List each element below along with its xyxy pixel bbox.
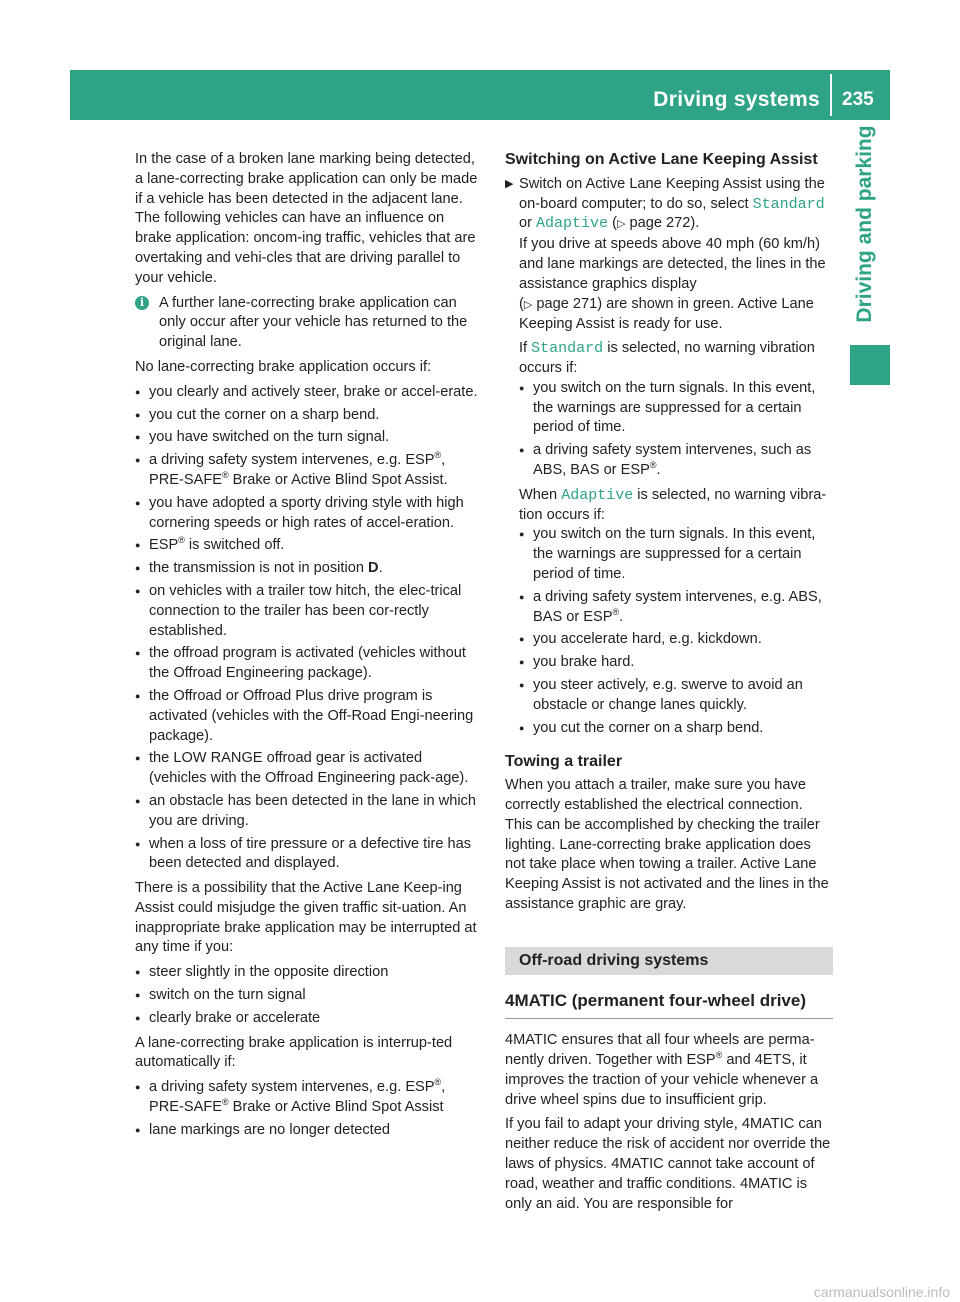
list-item: ● a driving safety system intervenes, such as ABS, BAS or ESP®. bbox=[519, 441, 833, 481]
intro-paragraph: In the case of a broken lane marking being detected, a lane-correcting brake application can only be made if a vehicle has been detected in the adjacent lane. The following vehicles can have an influence on brake application: oncom-ing traffic, vehicles that are overtaking and vehi-cles that are driving parallel to your vehicle. bbox=[135, 151, 478, 286]
header-bar bbox=[70, 70, 890, 120]
towing-paragraph: When you attach a trailer, make sure you have correctly established the electrical connection. This can be accomplished by checking the trailer lighting. Lane-correcting brake application does not take place when towing a trailer. Active Lane Keeping Assist is not activated and the lines in the assistance graphic are gray. bbox=[505, 777, 829, 912]
page-ref-271: page 271) are shown in green. Active Lane Keeping Assist is ready for use. bbox=[519, 295, 814, 333]
section-heading-4matic: 4MATIC (permanent four-wheel drive) bbox=[505, 991, 833, 1019]
display-term-adaptive: Adaptive bbox=[536, 215, 609, 233]
list-item: ● a driving safety system intervenes, e.g. ABS, BAS or ESP®. bbox=[519, 588, 833, 628]
misjudge-paragraph: There is a possibility that the Active Lane Keep-ing Assist could misjudge the given traffic sit-uation. An inappropriate brake application may be interrupted at any time if you: bbox=[135, 880, 477, 956]
info-note bbox=[135, 294, 481, 353]
list-item: ● you cut the corner on a sharp bend. bbox=[135, 406, 481, 426]
section-heading-switching-on: Switching on Active Lane Keeping Assist bbox=[505, 151, 818, 168]
standard-list bbox=[519, 379, 833, 481]
step-arrow-icon: ▶ bbox=[505, 177, 514, 190]
display-term-standard: Standard bbox=[531, 340, 604, 358]
list-item: ● you steer actively, e.g. swerve to avoid an obstacle or change lanes quickly. bbox=[519, 676, 833, 716]
list-item: ● you switch on the turn signals. In this event, the warnings are suppressed for a certain period of time. bbox=[519, 379, 833, 438]
display-term-standard: Standard bbox=[752, 195, 825, 213]
section-heading-towing: Towing a trailer bbox=[505, 753, 623, 771]
list-item: ● switch on the turn signal bbox=[135, 986, 481, 1006]
list-item: ● you switch on the turn signals. In this event, the warnings are suppressed for a certain period of time. bbox=[519, 525, 833, 584]
adaptive-list bbox=[519, 525, 833, 738]
list-item: ● you clearly and actively steer, brake or accel-erate. bbox=[135, 383, 481, 403]
watermark: carmanualsonline.info bbox=[813, 1284, 950, 1300]
page-number: 235 bbox=[842, 89, 874, 110]
4matic-paragraph-2: If you fail to adapt your driving style, 4MATIC can neither reduce the risk of accident nor override the laws of physics. 4MATIC cannot take account of road, weather and traffic conditions. 4MATIC is only an aid. You are responsible for bbox=[505, 1116, 831, 1212]
list-item: ● when a loss of tire pressure or a defective tire has been detected and displayed. bbox=[135, 835, 481, 875]
auto-interrupt-list bbox=[135, 1078, 481, 1140]
list-item: ● clearly brake or accelerate bbox=[135, 1009, 481, 1029]
page-section-title: Driving systems bbox=[653, 88, 820, 111]
list-item: ● a driving safety system intervenes, e.g. ESP®, PRE-SAFE® Brake or Active Blind Spot Assist bbox=[135, 1078, 481, 1118]
interrupt-actions-list bbox=[135, 963, 481, 1028]
list-item: ● an obstacle has been detected in the lane in which you are driving. bbox=[135, 792, 481, 832]
instruction-step: ▶ Switch on Active Lane Keeping Assist using the on-board computer; to do so, select Standard or Adaptive (▷ page 272). If you drive at speeds above 40 mph (60 km/h) and lane markings are detected, the lines in the assistance graphics display (▷ page 271) are shown in green. Active Lane Keeping Assist is ready for use. If Standard is selected, no warning vibration occurs if: ● you switch on the turn signals. In this event, the warnings are suppressed for a certain period of time. ● a driving safety system intervenes, such as ABS, BAS or ESP®. When Adaptive is selected, no warning vibra-tion occurs if: ● you switch on the turn signals. In this event, the warnings are suppressed for a certain period of time. ● a driving safety system intervenes, e.g. ABS, BAS or ESP®. ● you accelerate hard, e.g. kickdown. ● you brake hard. ● you steer actively, e.g. swerve to avoid an obstacle or change lanes quickly. ● you cut the corner on a sharp bend. bbox=[505, 175, 833, 739]
list-item: ● you have adopted a sporty driving style with high cornering speeds or high rates of accel-eration. bbox=[135, 494, 481, 534]
page-ref-arrow-icon: ▷ bbox=[523, 298, 533, 311]
list-item: ● ESP® is switched off. bbox=[135, 536, 481, 556]
list-item: ● you cut the corner on a sharp bend. bbox=[519, 719, 833, 739]
list-item: ● the Offroad or Offroad Plus drive program is activated (vehicles with the Off-Road Engi-neering package). bbox=[135, 687, 481, 746]
side-tab-label: Driving and parking bbox=[853, 125, 876, 323]
side-tab bbox=[840, 120, 890, 328]
list-item: ● you brake hard. bbox=[519, 653, 833, 673]
list-item: ● lane markings are no longer detected bbox=[135, 1121, 481, 1141]
4matic-paragraph-1: 4MATIC ensures that all four wheels are perma-nently driven. Together with ESP® and 4ETS, it improves the traction of your vehicle whenever a drive wheel spins due to insufficient grip. bbox=[505, 1032, 819, 1108]
left-column bbox=[135, 150, 481, 1146]
info-note-text: A further lane-correcting brake application can only occur after your vehicle has returned to the original lane. bbox=[159, 294, 468, 351]
page-ref-arrow-icon: ▷ bbox=[616, 218, 626, 231]
list-item: ● you accelerate hard, e.g. kickdown. bbox=[519, 630, 833, 650]
auto-interrupt-paragraph: A lane-correcting brake application is interrup-ted automatically if: bbox=[135, 1034, 453, 1071]
list-item: ● the offroad program is activated (vehicles without the Offroad Engineering package). bbox=[135, 644, 481, 684]
list-item: ● steer slightly in the opposite direction bbox=[135, 963, 481, 983]
display-term-adaptive: Adaptive bbox=[561, 486, 634, 504]
section-banner-offroad: Off-road driving systems bbox=[505, 947, 833, 976]
list-item: ● on vehicles with a trailer tow hitch, the elec-trical connection to the trailer has been cor-rectly established. bbox=[135, 582, 481, 641]
list-item: ● the LOW RANGE offroad gear is activated (vehicles with the Offroad Engineering pack-age). bbox=[135, 749, 481, 789]
no-brake-list bbox=[135, 383, 481, 874]
list-item: ● a driving safety system intervenes, e.g. ESP®, PRE-SAFE® Brake or Active Blind Spot Assist. bbox=[135, 451, 481, 491]
page-ref-272: page 272). bbox=[625, 215, 700, 232]
header-divider bbox=[830, 74, 832, 116]
side-tab-marker bbox=[850, 345, 890, 385]
info-icon: i bbox=[135, 296, 149, 310]
list-item: ● the transmission is not in position D. bbox=[135, 559, 481, 579]
list-item: ● you have switched on the turn signal. bbox=[135, 428, 481, 448]
right-column bbox=[505, 150, 833, 1219]
no-brake-intro: No lane-correcting brake application occurs if: bbox=[135, 358, 432, 375]
